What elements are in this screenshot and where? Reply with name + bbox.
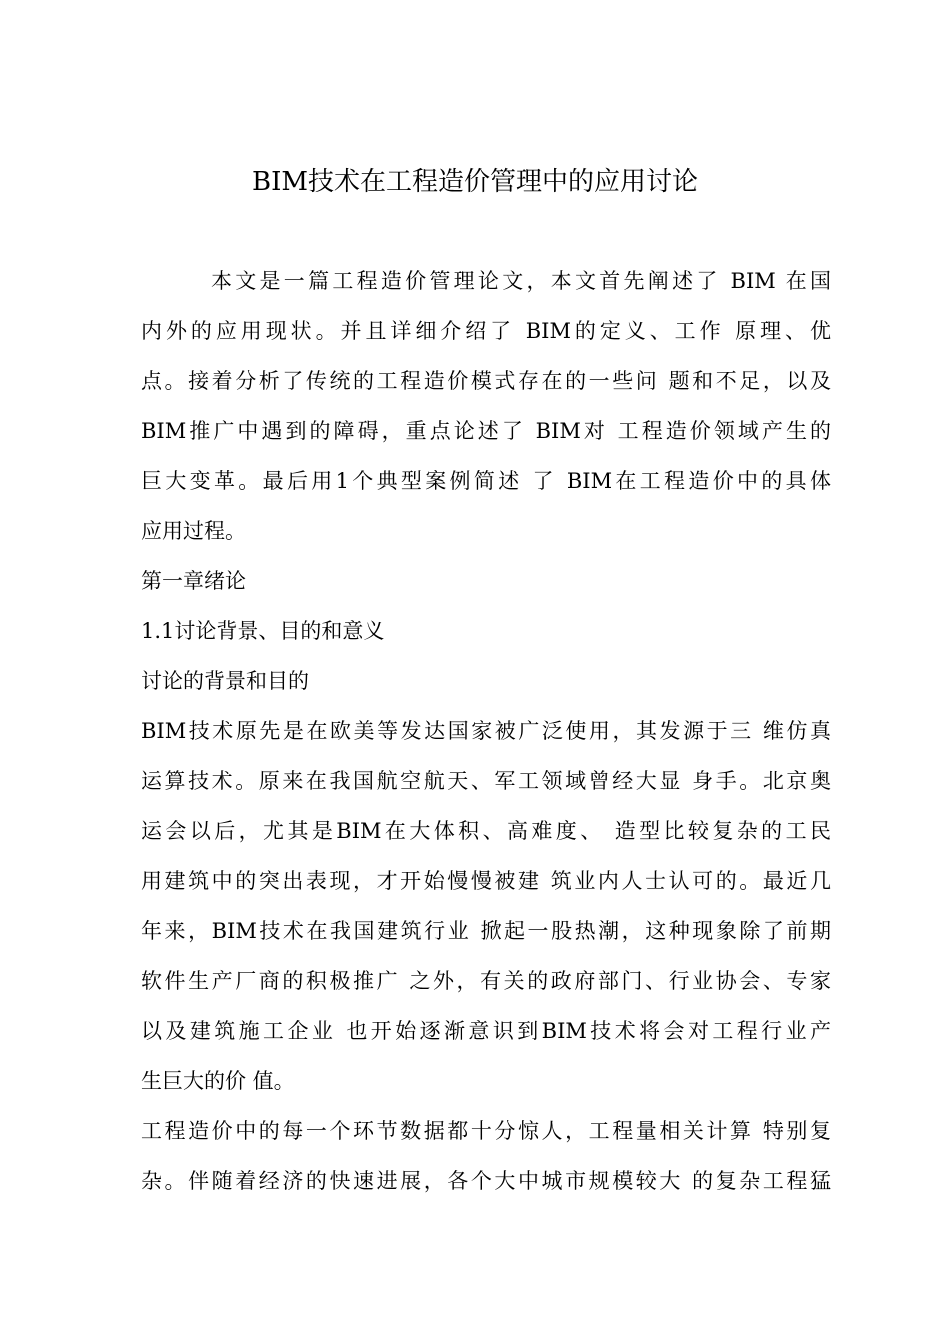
text-line: BIM推广中遇到的障碍，重点论述了 BIM对 工程造价领域产生的 (141, 419, 831, 443)
text-line: 运会以后，尤其是BIM在大体积、高难度、 造型比较复杂的工民 (141, 819, 831, 843)
text-line: 软件生产厂商的积极推广 之外，有关的政府部门、行业协会、专家 (141, 969, 831, 993)
text-line: 以及建筑施工企业 也开始逐渐意识到BIM技术将会对工程行业产 (141, 1019, 831, 1043)
text-line: 杂。伴随着经济的快速进展，各个大中城市规模较大 的复杂工程猛 (141, 1169, 831, 1193)
subsection-heading: 讨论的背景和目的 (141, 669, 309, 693)
text-line: 工程造价中的每一个环节数据都十分惊人，工程量相关计算 特别复 (141, 1119, 831, 1143)
text-line: 巨大变革。最后用1个典型案例简述 了 BIM在工程造价中的具体 (141, 469, 831, 493)
text-line: 本文是一篇工程造价管理论文，本文首先阐述了 BIM 在国 (211, 269, 831, 293)
document-title: BIM技术在工程造价管理中的应用讨论 (252, 167, 698, 197)
text-line: 应用过程。 (141, 519, 246, 543)
text-line: 用建筑中的突出表现，才开始慢慢被建 筑业内人士认可的。最近几 (141, 869, 831, 893)
body-paragraph-1 (141, 706, 831, 1106)
section-heading: 1.1讨论背景、目的和意义 (141, 619, 385, 643)
chapter-heading: 第一章绪论 (141, 569, 246, 593)
text-line: 内外的应用现状。并且详细介绍了 BIM的定义、工作 原理、优 (141, 319, 831, 343)
document-body (141, 256, 831, 1206)
text-line: 点。接着分析了传统的工程造价模式存在的一些问 题和不足，以及 (141, 369, 831, 393)
abstract-paragraph (141, 256, 831, 556)
text-line: 年来，BIM技术在我国建筑行业 掀起一股热潮，这种现象除了前期 (141, 919, 831, 943)
text-line: 运算技术。原来在我国航空航天、军工领域曾经大显 身手。北京奥 (141, 769, 831, 793)
text-line: 生巨大的价 值。 (141, 1069, 295, 1093)
body-paragraph-2 (141, 1106, 831, 1206)
text-line: BIM技术原先是在欧美等发达国家被广泛使用，其发源于三 维仿真 (141, 719, 831, 743)
